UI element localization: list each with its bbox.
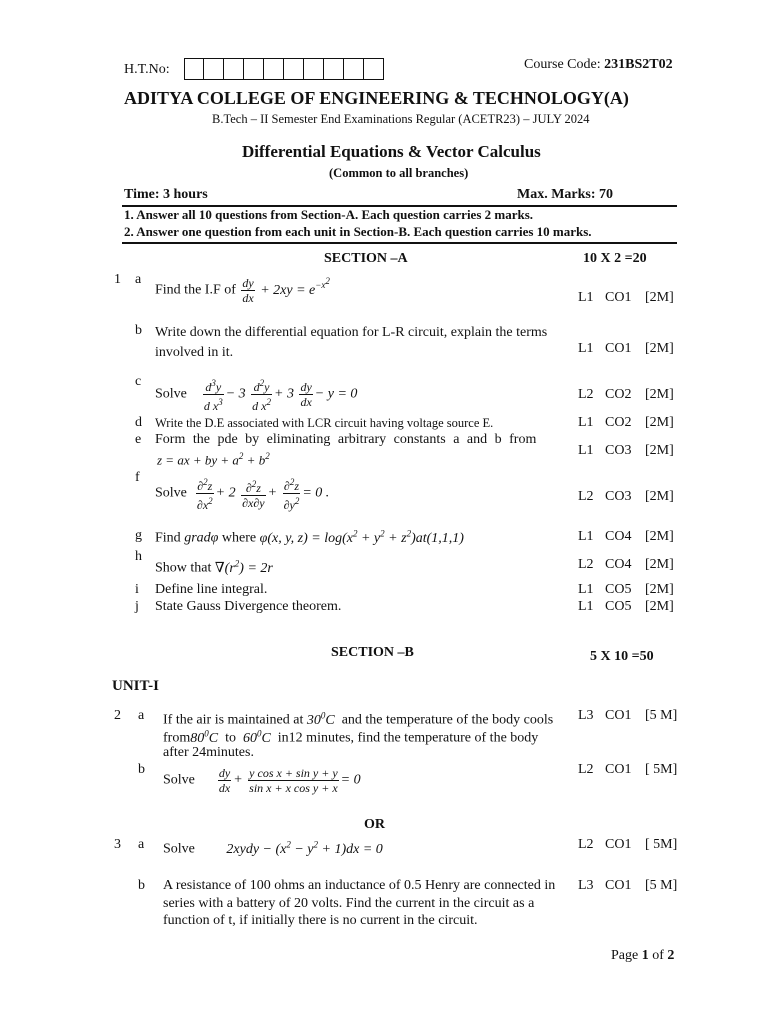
section-a-title: SECTION –A	[324, 251, 408, 266]
question-letter: b	[138, 762, 145, 777]
level: L1	[578, 529, 594, 544]
question-letter: b	[135, 323, 142, 338]
marks: [2M]	[645, 557, 674, 572]
question-letter: g	[135, 528, 142, 543]
college-name: ADITYA COLLEGE OF ENGINEERING & TECHNOLOGY(A)	[124, 88, 629, 108]
question-letter: f	[135, 470, 140, 485]
question-number: 1	[114, 272, 121, 287]
question-1c: Solve $\frac{d^3y}{d x^3}$ − 3 $\frac{d^2y}{d x^2}$ + 3 $\frac{dy}{dx}$ − y = 0	[155, 378, 358, 413]
question-letter: a	[135, 272, 142, 287]
question-1d: Write the D.E associated with LCR circuit having voltage source E.	[155, 416, 494, 430]
question-number: 2	[114, 708, 121, 723]
level: L2	[578, 489, 594, 504]
question-1i: Define line integral.	[155, 582, 268, 597]
course-outcome: CO2	[605, 415, 632, 430]
section-a-marks: 10 X 2 =20	[583, 251, 647, 266]
question-2b: Solve $\frac{dy}{dx}$ + $\frac{\text{y cos x + sin y + y}}{\text{sin x + x cos y + x}}$ = 0	[163, 766, 361, 795]
course-outcome: CO1	[605, 708, 632, 723]
level: L3	[578, 878, 594, 893]
question-1f: Solve $\frac{\partial^2z}{\partial x^2}$ + 2 $\frac{\partial^2z}{\partial x\partial y}$ + $\frac{\partial^2z}{\partial y^2}$ = 0 .	[155, 477, 330, 512]
course-outcome: CO5	[605, 599, 632, 614]
level: L1	[578, 290, 594, 305]
course-code: Course Code: 231BS2T02	[524, 57, 673, 72]
question-3b: A resistance of 100 ohms an inductance of 0.5 Henry are connected in series with a battery of 20 volts. Find the current in the circuit as a function of t, if initially there is no current in the circuit.	[163, 878, 556, 928]
section-b-marks: 5 X 10 =50	[590, 649, 654, 664]
question-letter: b	[138, 878, 145, 893]
level: L1	[578, 582, 594, 597]
question-3a: Solve 2xydy − $(x^2 - y^2 + 1)dx = 0$	[163, 839, 383, 857]
level: L1	[578, 341, 594, 356]
unit-title: UNIT-I	[112, 678, 159, 694]
marks: [2M]	[645, 529, 674, 544]
marks: [2M]	[645, 582, 674, 597]
question-1g: Find gradφ where φ(x, y, $z) = \log(x^2 + y^2 + z^2)at(1,1,1)$	[155, 528, 464, 546]
question-1b: Write down the differential equation for L-R circuit, explain the terms involved in it.	[155, 325, 548, 360]
question-1a: Find the I.F of $\frac{dy}{dx}$ + $2xy = e^{-x^2}$	[155, 276, 330, 305]
exam-title: B.Tech – II Semester End Examinations Regular (ACETR23) – JULY 2024	[212, 112, 590, 126]
level: L2	[578, 557, 594, 572]
question-letter: a	[138, 837, 145, 852]
divider-bottom	[122, 242, 677, 244]
htno-label: H.T.No:	[124, 62, 170, 77]
question-letter: h	[135, 549, 142, 564]
course-outcome: CO1	[605, 341, 632, 356]
common-note: (Common to all branches)	[329, 166, 469, 180]
max-marks: Max. Marks: 70	[517, 187, 614, 202]
marks: [5 M]	[645, 878, 678, 893]
course-outcome: CO1	[605, 878, 632, 893]
marks: [2M]	[645, 290, 674, 305]
course-outcome: CO3	[605, 489, 632, 504]
marks: [2M]	[645, 387, 674, 402]
level: L2	[578, 762, 594, 777]
course-outcome: CO5	[605, 582, 632, 597]
question-letter: c	[135, 374, 142, 389]
question-1h: Show that $\nabla(r^2)$ = 2r⃗	[155, 558, 284, 576]
course-outcome: CO4	[605, 557, 632, 572]
course-outcome: CO1	[605, 762, 632, 777]
level: L2	[578, 837, 594, 852]
level: L1	[578, 443, 594, 458]
marks: [ 5M]	[645, 762, 678, 777]
question-1j: State Gauss Divergence theorem.	[155, 599, 342, 614]
course-outcome: CO2	[605, 387, 632, 402]
marks: [2M]	[645, 489, 674, 504]
page-number: Page 1 of 2	[611, 948, 675, 963]
question-letter: i	[135, 582, 139, 597]
marks: [2M]	[645, 443, 674, 458]
question-number: 3	[114, 837, 121, 852]
question-letter: d	[135, 415, 142, 430]
marks: [2M]	[645, 341, 674, 356]
question-2a-line1: If the air is maintained at $30^0C$ and the temperature of the body cools	[163, 710, 554, 728]
course-outcome: CO1	[605, 837, 632, 852]
subject-title: Differential Equations & Vector Calculus	[242, 142, 541, 161]
section-b-title: SECTION –B	[331, 645, 414, 660]
question-2a-line3: after 24minutes.	[163, 745, 254, 760]
level: L1	[578, 599, 594, 614]
level: L3	[578, 708, 594, 723]
course-outcome: CO4	[605, 529, 632, 544]
marks: [2M]	[645, 415, 674, 430]
htno-boxes	[184, 58, 384, 80]
marks: [5 M]	[645, 708, 678, 723]
question-letter: j	[135, 599, 139, 614]
or-divider: OR	[364, 817, 385, 832]
course-outcome: CO1	[605, 290, 632, 305]
level: L2	[578, 387, 594, 402]
course-outcome: CO3	[605, 443, 632, 458]
instruction-1: 1. Answer all 10 questions from Section-A. Each question carries 2 marks.	[124, 207, 534, 222]
question-letter: a	[138, 708, 145, 723]
marks: [ 5M]	[645, 837, 678, 852]
question-1e-equation: z = ax + by + $a^2 + b^2$	[157, 451, 270, 468]
question-1e: Form the pde by eliminating arbitrary constants a and b from	[155, 432, 537, 447]
marks: [2M]	[645, 599, 674, 614]
time-label: Time: 3 hours	[124, 187, 208, 202]
instruction-2: 2. Answer one question from each unit in Section-B. Each question carries 10 marks.	[124, 224, 592, 239]
question-2a-line2: $from80^0C$ to $60^0C$ in12 minutes, find the temperature of the body	[163, 728, 539, 746]
level: L1	[578, 415, 594, 430]
question-letter: e	[135, 432, 142, 447]
